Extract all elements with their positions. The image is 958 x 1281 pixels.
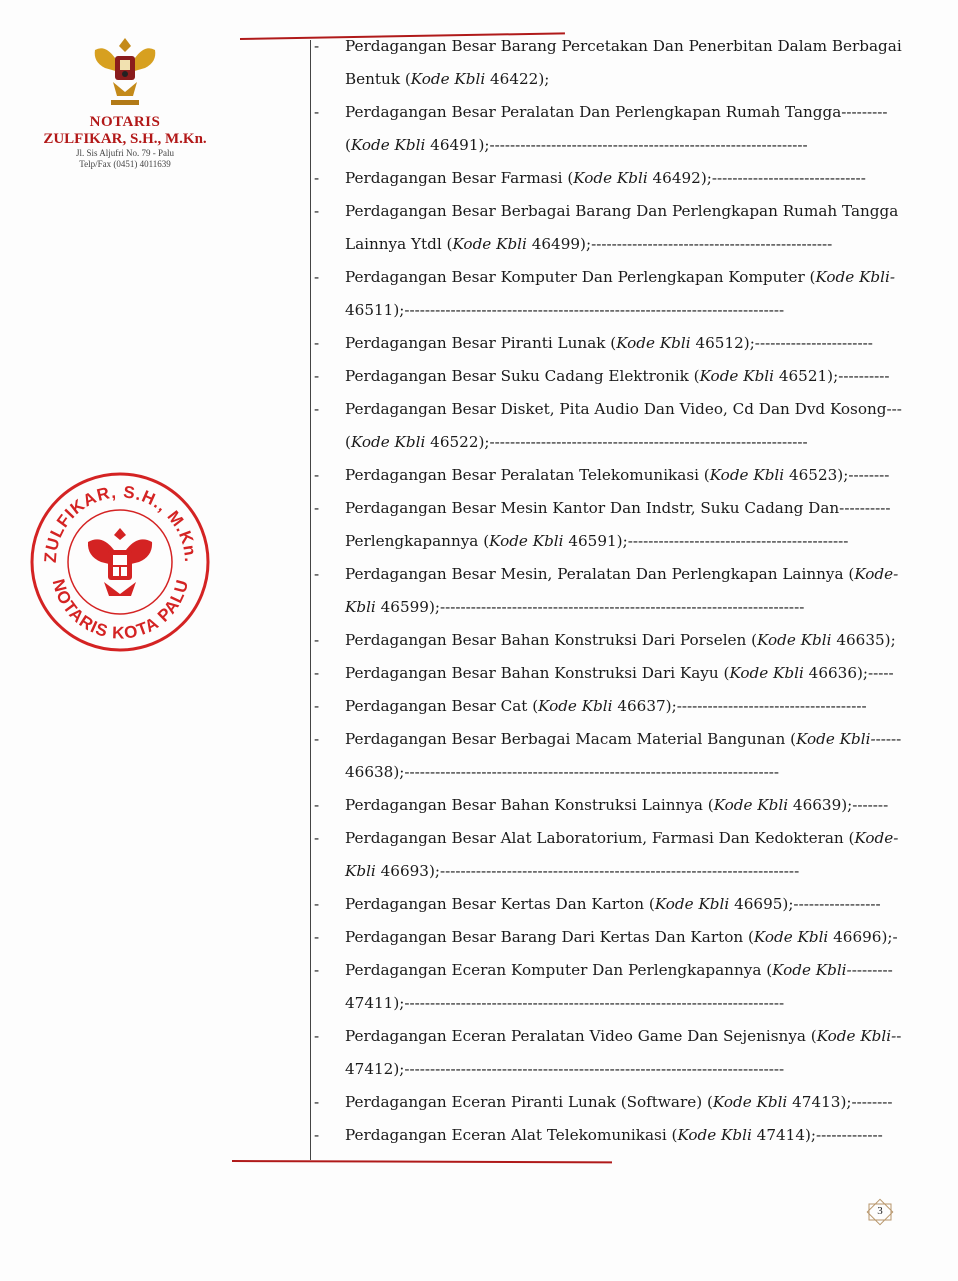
list-item: [300, 162, 925, 195]
item-text: 46499);-----------------------------------------------: [526, 235, 833, 253]
item-text: (: [345, 136, 351, 154]
bullet-dash: -: [314, 730, 320, 748]
item-line-1: [300, 558, 925, 591]
item-text: Perdagangan Besar Alat Laboratorium, Farmasi Dan Kedokteran (: [345, 829, 855, 847]
item-line-1: [300, 690, 925, 723]
kbli-code-label: Kbli: [345, 862, 376, 880]
kbli-code-label: Kode Kbli: [699, 367, 775, 385]
item-text: 46635);: [831, 631, 896, 649]
item-line-1: [300, 921, 925, 954]
item-text: 46422);: [485, 70, 550, 88]
list-item: [300, 1119, 925, 1152]
item-text: 46695);-----------------: [729, 895, 881, 913]
list-item: [300, 360, 925, 393]
kbli-code-label: Kode-: [854, 565, 899, 583]
item-line-2: [300, 756, 925, 789]
item-line-2: [300, 426, 925, 459]
kbli-code-label: Kode Kbli: [573, 169, 648, 187]
item-text: Perdagangan Besar Kertas Dan Karton (: [345, 895, 655, 913]
bullet-dash: -: [314, 895, 320, 913]
item-line-1: [300, 261, 925, 294]
item-line-1: [300, 1086, 925, 1119]
item-text: 46636);-----: [803, 664, 894, 682]
item-text: 46523);--------: [784, 466, 890, 484]
item-text: Perdagangan Eceran Alat Telekomunikasi (: [345, 1126, 678, 1144]
item-line-1: [300, 360, 925, 393]
item-text: (: [345, 433, 351, 451]
item-line-2: [300, 294, 925, 327]
item-text: 46512);-----------------------: [690, 334, 873, 352]
bullet-dash: -: [314, 928, 320, 946]
kbli-code-label: Kode Kbli: [753, 928, 829, 946]
list-item: [300, 195, 925, 261]
bullet-dash: -: [314, 1126, 320, 1144]
item-text: Perdagangan Besar Farmasi (: [345, 169, 574, 187]
header-address: Jl. Sis Aljufri No. 79 - Palu: [75, 148, 174, 158]
item-line-1: [300, 1119, 925, 1152]
item-text: Perdagangan Besar Barang Percetakan Dan Penerbitan Dalam Berbagai: [345, 37, 902, 55]
bullet-dash: -: [314, 565, 320, 583]
bullet-dash: -: [314, 631, 320, 649]
item-text: Perdagangan Besar Peralatan Dan Perlengkapan Rumah Tangga---------: [345, 103, 888, 121]
item-text: Perdagangan Besar Bahan Konstruksi Dari Kayu (: [345, 664, 730, 682]
kbli-code-label: Kode Kbli: [350, 433, 426, 451]
item-line-2: [300, 855, 925, 888]
bullet-dash: -: [314, 499, 320, 517]
bullet-dash: -: [314, 202, 320, 220]
item-line-1: [300, 393, 925, 426]
item-text: 46639);-------: [788, 796, 889, 814]
kbli-code-label: Kode Kbli-: [796, 730, 876, 748]
header-phone: Telp/Fax (0451) 4011639: [79, 159, 171, 169]
kbli-code-label: Kode Kbli: [410, 70, 486, 88]
kbli-code-label: Kode Kbli: [677, 1126, 752, 1144]
list-item: [300, 492, 925, 558]
item-line-1: [300, 789, 925, 822]
list-item: [300, 327, 925, 360]
list-item: [300, 690, 925, 723]
item-line-2: [300, 63, 925, 96]
kbli-code-label: Kode Kbli: [729, 664, 804, 682]
item-text: 46599);-----------------------------------------------------------------------: [375, 598, 805, 616]
item-text: Perdagangan Besar Mesin, Peralatan Dan Perlengkapan Lainnya (: [345, 565, 855, 583]
list-item: [300, 96, 925, 162]
item-text: 46521);----------: [774, 367, 890, 385]
item-text: 46511);--------------------------------------------------------------------------: [345, 301, 785, 319]
item-text: Perlengkapannya (: [345, 532, 490, 550]
red-ink-line-bottom: [232, 1160, 612, 1163]
kbli-code-label: Kode Kbli: [757, 631, 832, 649]
kbli-code-label: Kode Kbli: [350, 136, 426, 154]
item-line-2: [300, 525, 925, 558]
bullet-dash: -: [314, 466, 320, 484]
item-line-1: [300, 888, 925, 921]
kbli-activity-list: [300, 30, 925, 1152]
list-item: [300, 789, 925, 822]
item-text: 46638);-------------------------------------------------------------------------: [345, 763, 779, 781]
item-line-1: [300, 657, 925, 690]
kbli-code-label: Kode Kbli: [452, 235, 527, 253]
item-text: Bentuk (: [345, 70, 411, 88]
kbli-code-label: Kode Kbli-: [815, 268, 896, 286]
header-title: NOTARIS: [89, 114, 161, 130]
item-text: -----: [875, 730, 902, 748]
header-notary-name: ZULFIKAR, S.H., M.Kn.: [43, 131, 207, 147]
list-item: [300, 723, 925, 789]
item-line-1: [300, 1020, 925, 1053]
notary-header: [20, 30, 230, 170]
bullet-dash: -: [314, 103, 320, 121]
list-item: [300, 921, 925, 954]
item-text: Perdagangan Eceran Peralatan Video Game Dan Sejenisnya (: [345, 1027, 817, 1045]
item-line-1: [300, 30, 925, 63]
item-text: Perdagangan Besar Mesin Kantor Dan Indstr, Suku Cadang Dan----------: [345, 499, 891, 517]
bullet-dash: -: [314, 268, 320, 286]
list-item: [300, 1086, 925, 1119]
bullet-dash: -: [314, 829, 320, 847]
item-text: --------: [851, 961, 893, 979]
item-text: Perdagangan Besar Bahan Konstruksi Dari Porselen (: [345, 631, 758, 649]
item-line-2: [300, 591, 925, 624]
item-line-2: [300, 129, 925, 162]
item-text: Perdagangan Eceran Piranti Lunak (Software) (: [345, 1093, 713, 1111]
item-line-1: [300, 723, 925, 756]
item-text: 46637);-------------------------------------: [612, 697, 867, 715]
item-text: Perdagangan Besar Berbagai Barang Dan Perlengkapan Rumah Tangga: [345, 202, 899, 220]
bullet-dash: -: [314, 961, 320, 979]
item-text: Perdagangan Besar Peralatan Telekomunikasi (: [345, 466, 710, 484]
item-text: 46693);----------------------------------------------------------------------: [375, 862, 800, 880]
item-text: 46591);-------------------------------------------: [563, 532, 849, 550]
kbli-code-label: Kode Kbli: [712, 1093, 788, 1111]
item-line-1: [300, 327, 925, 360]
item-line-1: [300, 822, 925, 855]
list-item: [300, 261, 925, 327]
kbli-code-label: Kode Kbli: [709, 466, 785, 484]
item-line-1: [300, 162, 925, 195]
kbli-code-label: Kode-: [854, 829, 899, 847]
item-text: 47413);--------: [787, 1093, 893, 1111]
item-line-1: [300, 492, 925, 525]
stamp-garuda-icon: [88, 528, 152, 596]
page-number: 3: [877, 1205, 883, 1217]
item-line-1: [300, 195, 925, 228]
bullet-dash: -: [314, 1093, 320, 1111]
bullet-dash: -: [314, 1027, 320, 1045]
list-item: [300, 888, 925, 921]
list-item: [300, 624, 925, 657]
item-text: 46696);-: [828, 928, 898, 946]
list-item: [300, 393, 925, 459]
kbli-code-label: Kode Kbli: [654, 895, 730, 913]
item-text: Perdagangan Besar Piranti Lunak (: [345, 334, 617, 352]
item-text: 47414);-------------: [751, 1126, 883, 1144]
item-text: -: [896, 1027, 902, 1045]
item-text: 47411);--------------------------------------------------------------------------: [345, 994, 785, 1012]
item-text: Perdagangan Besar Berbagai Macam Material Bangunan (: [345, 730, 797, 748]
item-line-1: [300, 954, 925, 987]
bullet-dash: -: [314, 169, 320, 187]
item-line-2: [300, 987, 925, 1020]
item-text: 46492);------------------------------: [647, 169, 866, 187]
bullet-dash: -: [314, 367, 320, 385]
kbli-code-label: Kode Kbli: [616, 334, 691, 352]
kbli-code-label: Kode Kbli: [713, 796, 789, 814]
item-line-1: [300, 96, 925, 129]
kbli-code-label: Kode Kbli: [538, 697, 613, 715]
list-item: [300, 30, 925, 96]
bullet-dash: -: [314, 697, 320, 715]
kbli-code-label: Kode Kbli: [489, 532, 564, 550]
item-line-1: [300, 624, 925, 657]
list-item: [300, 657, 925, 690]
item-line-2: [300, 228, 925, 261]
list-item: [300, 822, 925, 888]
bullet-dash: -: [314, 796, 320, 814]
item-text: 46522);--------------------------------------------------------------: [425, 433, 808, 451]
item-text: Perdagangan Eceran Komputer Dan Perlengkapannya (: [345, 961, 773, 979]
item-text: Perdagangan Besar Barang Dari Kertas Dan Karton (: [345, 928, 754, 946]
item-text: Perdagangan Besar Disket, Pita Audio Dan Video, Cd Dan Dvd Kosong---: [345, 400, 902, 418]
stamp-top-text: ZULFIKAR, S.H., M.Kn.: [40, 482, 201, 564]
item-text: Lainnya Ytdl (: [345, 235, 453, 253]
bullet-dash: -: [314, 37, 320, 55]
bullet-dash: -: [314, 664, 320, 682]
list-item: [300, 558, 925, 624]
stamp-bottom-text: NOTARIS KOTA PALU: [48, 577, 193, 643]
notary-stamp: [28, 470, 213, 655]
list-item: [300, 459, 925, 492]
kbli-code-label: Kbli: [345, 598, 376, 616]
bullet-dash: -: [314, 400, 320, 418]
item-line-2: [300, 1053, 925, 1086]
item-text: Perdagangan Besar Bahan Konstruksi Lainnya (: [345, 796, 714, 814]
bullet-dash: -: [314, 334, 320, 352]
item-text: 47412);--------------------------------------------------------------------------: [345, 1060, 785, 1078]
item-text: 46491);--------------------------------------------------------------: [425, 136, 808, 154]
kbli-code-label: Kode Kbli-: [772, 961, 852, 979]
list-item: [300, 1020, 925, 1086]
kbli-code-label: Kode Kbli-: [816, 1027, 897, 1045]
list-item: [300, 954, 925, 1020]
item-text: Perdagangan Besar Cat (: [345, 697, 539, 715]
garuda-emblem-icon: [85, 30, 165, 110]
item-line-1: [300, 459, 925, 492]
item-text: Perdagangan Besar Suku Cadang Elektronik (: [345, 367, 700, 385]
item-text: Perdagangan Besar Komputer Dan Perlengkapan Komputer (: [345, 268, 816, 286]
